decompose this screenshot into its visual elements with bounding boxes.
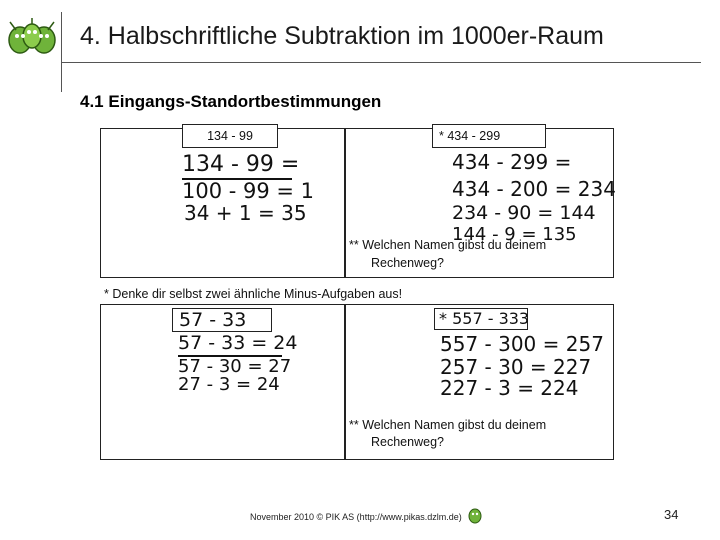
worksheet-2-question-line-2: Rechenweg? (371, 435, 444, 449)
worksheet-2-left-line-3: 27 - 3 = 24 (178, 374, 280, 395)
worksheet-1-right-line-4: 144 - 9 = 135 (452, 224, 577, 245)
worksheet-2-task-1-label: 57 - 33 (172, 308, 272, 332)
worksheet-1-left-line-2: 100 - 99 = 1 (182, 179, 315, 203)
pikas-logo (6, 16, 58, 58)
worksheet-1-divider (344, 128, 346, 278)
worksheet-1-left-line-1: 134 - 99 = (182, 152, 300, 177)
worksheet-2-task-2-label: * 557 - 333 (434, 308, 528, 330)
worksheet-2-right-line-2: 257 - 30 = 227 (440, 355, 592, 379)
worksheet-1-question-line-1: ** Welchen Namen gibst du deinem (349, 238, 547, 252)
worksheet-2-right-line-1: 557 - 300 = 257 (440, 332, 604, 356)
worksheet-1-left-line-3: 34 + 1 = 35 (184, 201, 307, 225)
worksheet-1-right-line-3: 234 - 90 = 144 (452, 202, 596, 224)
worksheet-1-question-line-2: Rechenweg? (371, 256, 444, 270)
worksheet-1-right-line-2: 434 - 200 = 234 (452, 177, 616, 201)
slide-title: 4. Halbschriftliche Subtraktion im 1000er-Raum (80, 22, 604, 50)
worksheet-2-right-line-3: 227 - 3 = 224 (440, 376, 579, 400)
page-number: 34 (664, 507, 679, 522)
instruction-text: * Denke dir selbst zwei ähnliche Minus-Aufgaben aus! (104, 287, 403, 301)
section-heading: 4.1 Eingangs-Standortbestimmungen (80, 92, 382, 111)
worksheet-1-task-2-label: * 434 - 299 (432, 124, 546, 148)
header-vertical-line (61, 12, 62, 92)
worksheet-1-right-line-1: 434 - 299 = (452, 150, 572, 174)
worksheet-2-divider (344, 304, 346, 460)
worksheet-2-question-line-1: ** Welchen Namen gibst du deinem (349, 418, 547, 432)
header-horizontal-line (61, 62, 701, 63)
worksheet-1-task-1-label: 134 - 99 (182, 124, 278, 148)
footer-copyright: November 2010 © PIK AS (http://www.pikas.dzlm.de) (250, 512, 462, 522)
worksheet-2-left-line-1: 57 - 33 = 24 (178, 332, 298, 354)
worksheet-2-left-line-2: 57 - 30 = 27 (178, 356, 292, 377)
footer-logo (468, 506, 482, 524)
